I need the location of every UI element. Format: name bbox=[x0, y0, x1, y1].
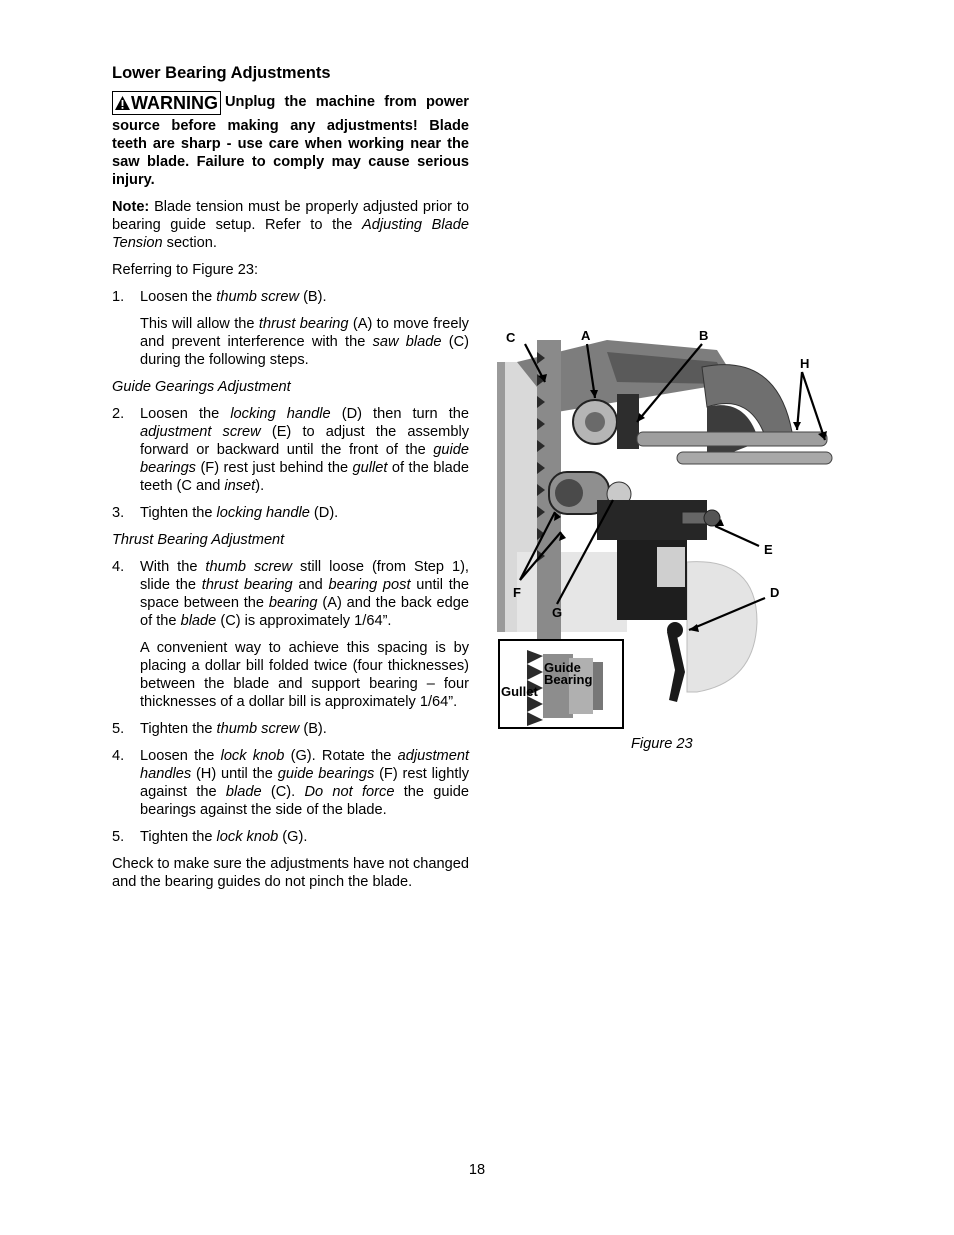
figure-caption: Figure 23 bbox=[631, 736, 693, 752]
warning-badge-label: WARNING bbox=[131, 93, 218, 113]
label-g: G bbox=[552, 605, 563, 620]
step-text: Loosen the lock knob (G). Rotate the adjustment handles (H) until the guide bearings (F) rest lightly against the blade (C). Do not force the guide bearings against the side of the blade. bbox=[140, 748, 469, 818]
step-5 bbox=[112, 720, 469, 738]
step-text: Loosen the thumb screw (B). bbox=[140, 289, 327, 305]
warning-badge bbox=[112, 91, 221, 115]
inset-label-gullet: Gullet bbox=[501, 684, 538, 699]
section-heading: Lower Bearing Adjustments bbox=[112, 64, 331, 82]
label-d: D bbox=[770, 585, 780, 600]
step-3 bbox=[112, 504, 469, 522]
note-paragraph bbox=[112, 198, 469, 252]
step-text: Loosen the locking handle (D) then turn the adjustment screw (E) to adjust the assembly forward or backward until the front of the guide bearings (F) rest just behind the gullet of the blade teeth (C and inset). bbox=[140, 406, 470, 494]
figure-23-illustration bbox=[497, 322, 842, 732]
note-text-end: section. bbox=[162, 235, 217, 251]
label-f: F bbox=[513, 585, 521, 600]
note-label: Note: bbox=[112, 199, 150, 215]
step-text: Tighten the lock knob (G). bbox=[140, 829, 308, 845]
step-text: With the thumb screw still loose (from Step 1), slide the thrust bearing and bearing post until the space between the bearing (A) and the back edge of the blade (C) is approximately 1/64”. bbox=[140, 559, 470, 629]
label-h: H bbox=[800, 356, 810, 371]
page-number: 18 bbox=[468, 1162, 486, 1178]
step-number: 5. bbox=[112, 829, 125, 845]
note-emphasis: Adjusting Blade Tension bbox=[112, 217, 469, 251]
step-text: Tighten the thumb screw (B). bbox=[140, 721, 327, 737]
bearing-assembly-drawing bbox=[497, 322, 842, 732]
inset-label-guide: Guide bbox=[544, 660, 581, 675]
step-2 bbox=[112, 405, 469, 495]
warning-paragraph bbox=[112, 93, 469, 189]
note-text: Blade tension must be properly adjusted prior to bearing guide setup. Refer to the bbox=[112, 199, 469, 233]
step-6 bbox=[112, 747, 469, 819]
warning-text: Unplug the machine from power source before making any adjustments! Blade teeth are sharp - use care when working near the saw blade. Failure to comply may cause serious injury. bbox=[112, 94, 469, 188]
subheading-guide-bearings: Guide Gearings Adjustment bbox=[112, 379, 291, 395]
step-number: 3. bbox=[112, 505, 125, 521]
step-1 bbox=[112, 288, 469, 306]
inset-label-bearing: Bearing bbox=[544, 672, 593, 687]
locking-handle bbox=[667, 627, 685, 702]
step-number: 2. bbox=[112, 406, 125, 422]
step-4-detail: A convenient way to achieve this spacing is by placing a dollar bill folded twice (four thicknesses) between the blade and support bearing – four thicknesses of a dollar bill is approximately 1/64”. bbox=[140, 640, 469, 710]
step-number: 1. bbox=[112, 289, 125, 305]
label-e: E bbox=[764, 542, 773, 557]
step-4 bbox=[112, 558, 469, 630]
step-number: 4. bbox=[112, 559, 125, 575]
text-column bbox=[112, 62, 469, 900]
subheading-thrust-bearing: Thrust Bearing Adjustment bbox=[112, 532, 285, 548]
step-text: Tighten the locking handle (D). bbox=[140, 505, 339, 521]
warning-triangle-icon bbox=[114, 95, 131, 111]
closing-paragraph: Check to make sure the adjustments have not changed and the bearing guides do not pinch the blade. bbox=[112, 856, 469, 890]
step-number: 4. bbox=[112, 748, 125, 764]
label-b: B bbox=[699, 328, 709, 343]
step-1-detail: This will allow the thrust bearing (A) to move freely and prevent interference with the saw blade (C) during the following steps. bbox=[140, 316, 470, 368]
label-c: C bbox=[506, 330, 516, 345]
referring-line: Referring to Figure 23: bbox=[112, 262, 259, 278]
step-7 bbox=[112, 828, 469, 846]
step-number: 5. bbox=[112, 721, 125, 737]
label-a: A bbox=[581, 328, 591, 343]
